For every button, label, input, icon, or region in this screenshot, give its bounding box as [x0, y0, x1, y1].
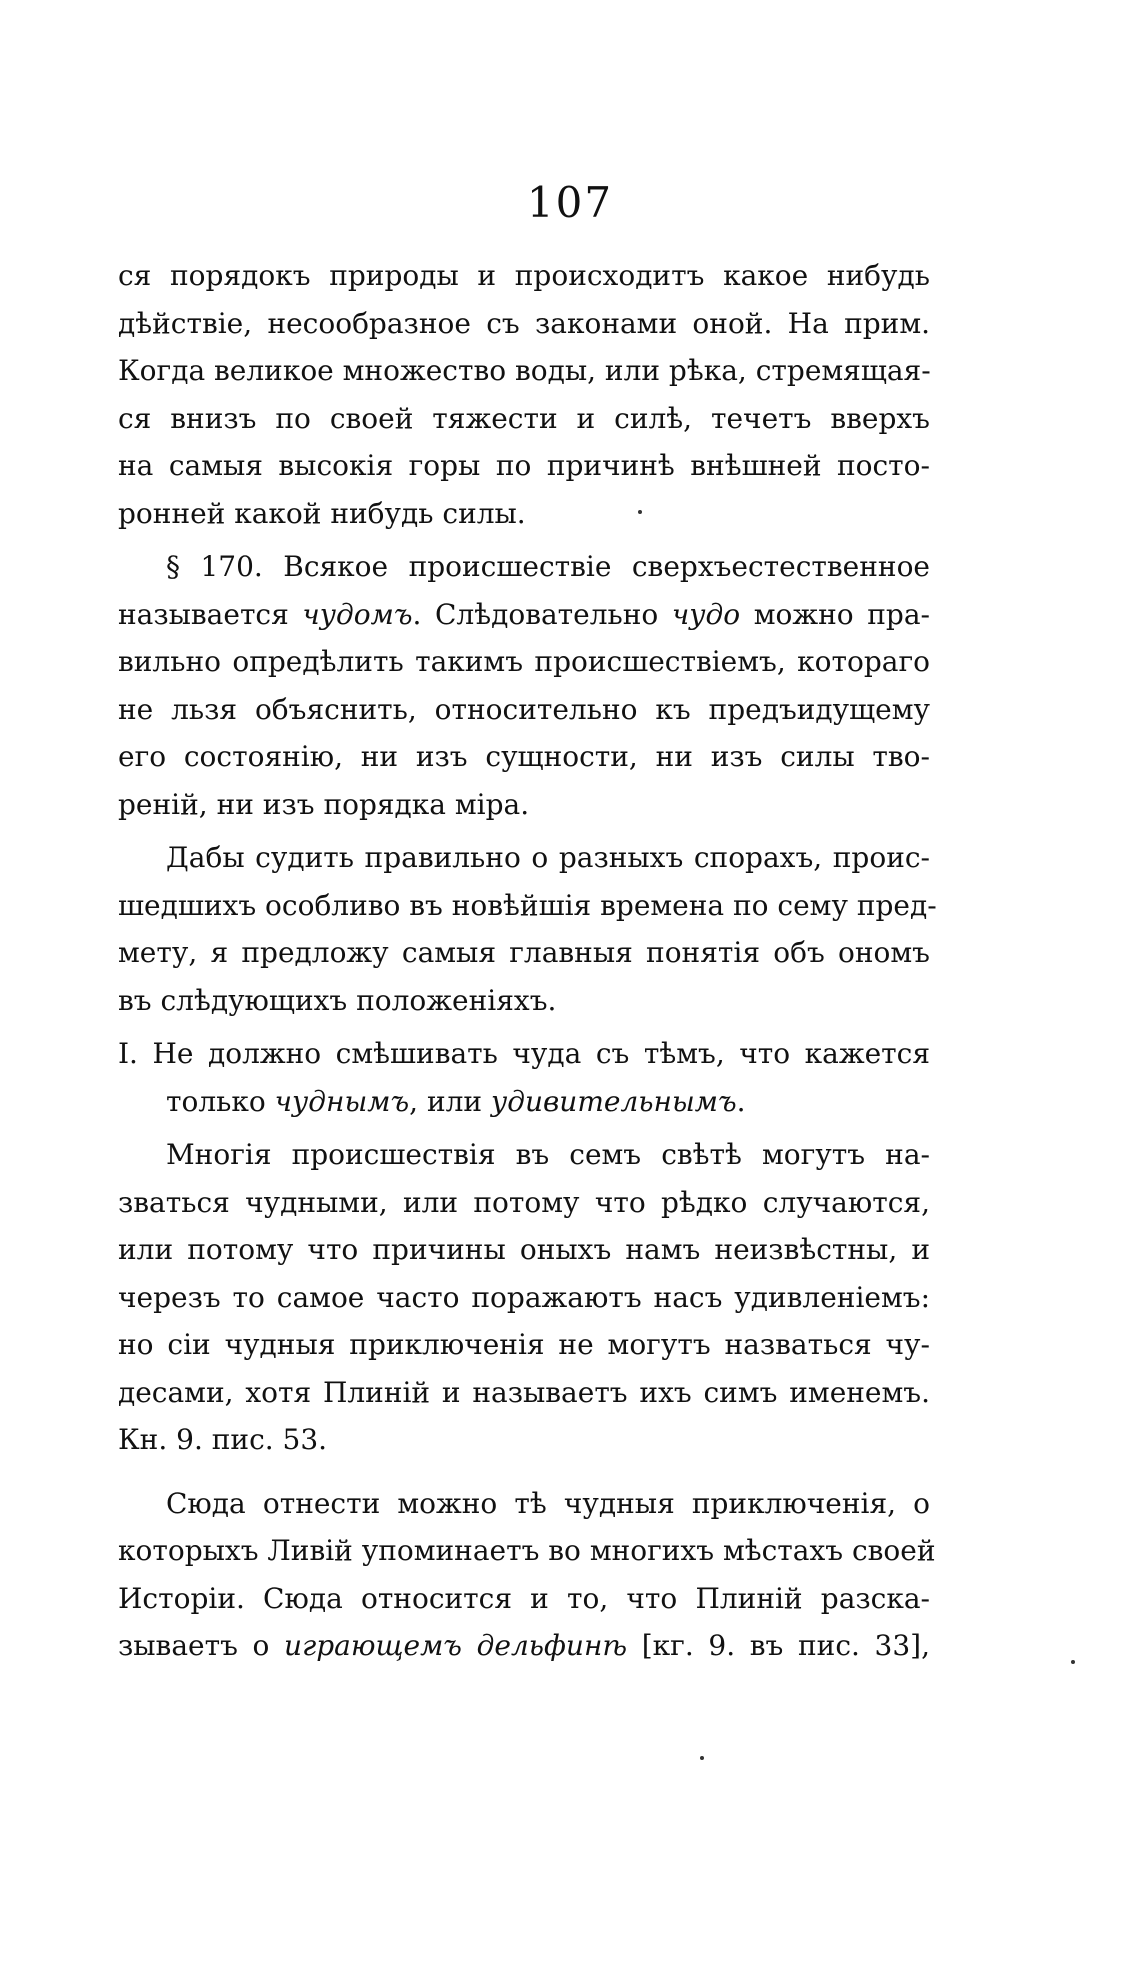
- text-line: [118, 490, 930, 538]
- text-run: Дабы судить правильно о разныхъ спорахъ, проис-: [166, 841, 930, 874]
- text-line: [118, 1416, 930, 1464]
- text-line: [118, 252, 930, 300]
- text-run: въ слѣдующихъ положеніяхъ.: [118, 983, 557, 1017]
- text-line: [118, 300, 930, 348]
- text-run: Сюда отнести можно тѣ чудныя приключенія, о: [166, 1486, 930, 1520]
- text-run: только: [166, 1084, 275, 1118]
- page-number: 107: [526, 178, 614, 227]
- text-run: ронней какой нибудь силы.: [118, 496, 526, 530]
- proposition-1: [118, 1030, 930, 1125]
- text-line: [118, 591, 930, 639]
- text-run: Многія происшествія въ семъ свѣтѣ могутъ на-: [166, 1138, 930, 1171]
- paragraph-3: [118, 834, 937, 1024]
- italic-run: чудо: [671, 597, 741, 631]
- text-line: [118, 977, 930, 1025]
- text-run: зываетъ о: [118, 1629, 285, 1662]
- text-run: или потому что причины оныхъ намъ неизвѣстны, и: [118, 1233, 930, 1266]
- text-run: называется: [118, 597, 303, 631]
- text-run: .: [736, 1084, 746, 1118]
- text-run: I. Не должно смѣшивать чуда съ тѣмъ, что кажется: [118, 1037, 930, 1070]
- scan-speck: [1071, 1660, 1075, 1664]
- paragraph-5: [118, 1131, 930, 1464]
- text-run: мету, я предложу самыя главныя понятія объ ономъ: [118, 936, 930, 969]
- text-line: [118, 686, 930, 734]
- text-line: [118, 1078, 930, 1126]
- text-line: [118, 395, 930, 443]
- body-text: [118, 252, 937, 1670]
- text-run: Кн. 9. пис. 53.: [118, 1423, 328, 1456]
- text-run: вильно опредѣлить такимъ происшествіемъ, котораго: [118, 645, 930, 678]
- text-run: можно пра-: [740, 597, 930, 631]
- text-run: которыхъ Ливій упоминаетъ во многихъ мѣстахъ своей: [118, 1534, 936, 1567]
- text-line: [118, 733, 930, 781]
- text-run: его состоянію, ни изъ сущности, ни изъ силы тво-: [118, 740, 930, 773]
- text-run: черезъ то самое часто поражаютъ насъ удивленіемъ:: [118, 1280, 930, 1314]
- text-run: не льзя объяснить, относительно къ предъидущему: [118, 692, 930, 726]
- text-run: дѣйствіе, несообразное съ законами оной. На прим.: [118, 306, 930, 340]
- text-run: § 170. Всякое происшествіе сверхъестественное: [166, 550, 930, 583]
- text-run: , или: [409, 1084, 491, 1118]
- text-run: но сіи чудныя приключенія не могутъ назваться чу-: [118, 1328, 930, 1361]
- text-line: [118, 929, 930, 977]
- text-line: [118, 347, 930, 395]
- italic-run: удивительнымъ: [490, 1084, 737, 1118]
- paragraph-section-170: [118, 543, 930, 828]
- text-run: ся порядокъ природы и происходитъ какое нибудь: [118, 259, 930, 292]
- text-line: [118, 1369, 930, 1417]
- text-run: зваться чудными, или потому что рѣдко случаются,: [118, 1185, 930, 1219]
- text-line: [118, 543, 930, 591]
- text-line: [118, 638, 930, 686]
- text-line: [118, 1030, 930, 1078]
- text-line: [118, 1622, 930, 1670]
- text-run: Исторіи. Сюда относится и то, что Плиній разска-: [118, 1581, 930, 1615]
- italic-run: играющемъ дельфинѣ: [284, 1629, 628, 1662]
- text-line: [118, 1575, 930, 1623]
- text-line: [118, 1274, 930, 1322]
- text-run: Когда великое множество воды, или рѣка, стремящая-: [118, 354, 931, 387]
- text-run: на самыя высокія горы по причинѣ внѣшней посто-: [118, 449, 930, 482]
- text-run: [кг. 9. въ пис. 33],: [627, 1629, 930, 1662]
- text-run: десами, хотя Плиній и называетъ ихъ симъ именемъ.: [118, 1375, 930, 1409]
- text-line: [118, 1527, 936, 1575]
- text-line: [118, 1480, 930, 1528]
- text-run: ся внизъ по своей тяжести и силѣ, течетъ вверхъ: [118, 401, 930, 435]
- italic-run: чудомъ: [302, 597, 413, 631]
- paragraph-1: [118, 252, 930, 537]
- text-line: [118, 1131, 930, 1179]
- scan-speck: [638, 510, 642, 514]
- scan-speck: [700, 1756, 704, 1760]
- text-line: [118, 834, 930, 882]
- text-line: [118, 1321, 930, 1369]
- text-line: [118, 1179, 930, 1227]
- text-line: [118, 1226, 930, 1274]
- italic-run: чуднымъ: [274, 1084, 410, 1118]
- text-run: . Слѣдовательно: [412, 597, 672, 631]
- text-run: шедшихъ особливо въ новѣйшія времена по сему пред-: [118, 888, 937, 922]
- text-line: [118, 442, 930, 490]
- text-line: [118, 781, 930, 829]
- paragraph-6: [118, 1480, 936, 1670]
- text-run: реній, ни изъ порядка міра.: [118, 787, 530, 821]
- text-line: [118, 882, 937, 930]
